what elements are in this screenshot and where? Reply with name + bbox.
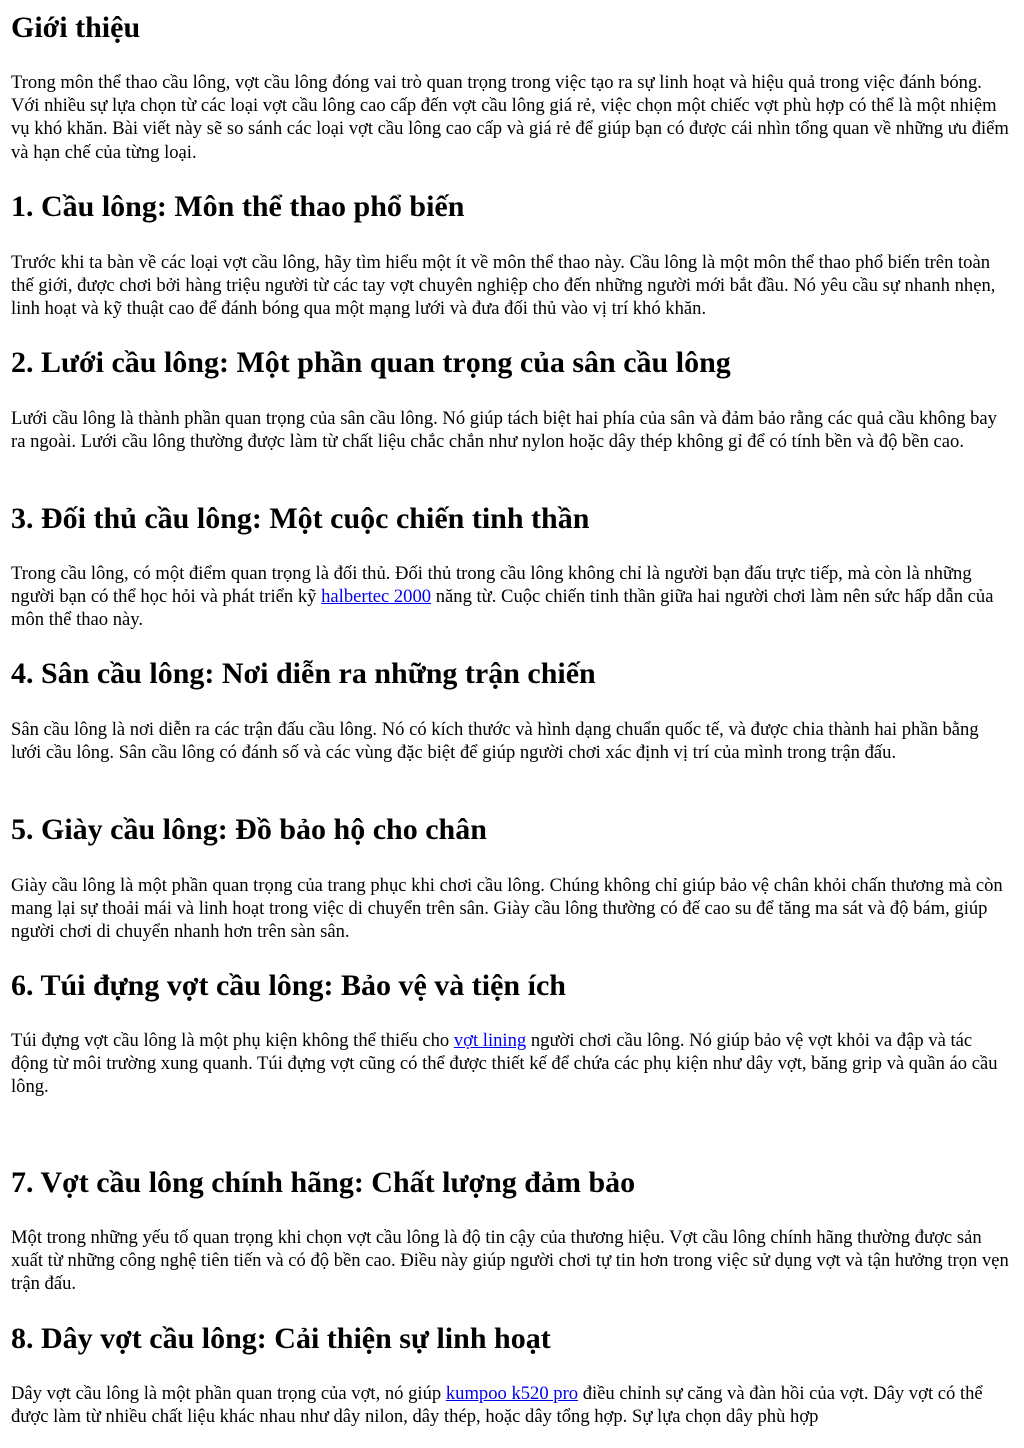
section-paragraph-7: Một trong những yếu tố quan trọng khi chọn vợt cầu lông là độ tin cậy của thương hiệu. Vợt cầu lông chính hãng thường được sản xuất từ những công nghệ tiên tiến và có độ bền cao. Điều này giúp người chơi tự tin hơn trong việc sử dụng vợt và tận hưởng trọn vẹn trận đấu. [11,1227,1009,1295]
link-kumpoo-k520-pro[interactable]: kumpoo k520 pro [445,1383,579,1404]
section-paragraph-1: Trước khi ta bàn về các loại vợt cầu lông, hãy tìm hiểu một ít về môn thể thao này. Cầu lông là một môn thể thao phổ biến trên toàn thế giới, được chơi bởi hàng triệu người từ các tay vợt chuyên nghiệp cho đến những người mới bắt đầu. Nó yêu cầu sự nhanh nhẹn, linh hoạt và kỹ thuật cao để đánh bóng qua một mạng lưới và đưa đối thủ vào vị trí khó khăn. [11,252,996,320]
section-paragraph-8 [11,1382,1013,1428]
section-heading-6: 6. Túi đựng vợt cầu lông: Bảo vệ và tiện ích [11,969,566,1002]
paragraph-text: năng từ. Cuộc chiến tinh thần giữa hai người chơi làm nên sức hấp dẫn của môn thể thao này. [11,586,994,631]
intro-paragraph: Trong môn thể thao cầu lông, vợt cầu lông đóng vai trò quan trọng trong việc tạo ra sự linh hoạt và hiệu quả trong việc đánh bóng. Với nhiều sự lựa chọn từ các loại vợt cầu lông cao cấp đến vợt cầu lông giá rẻ, việc chọn một chiếc vợt phù hợp có thể là một nhiệm vụ khó khăn. Bài viết này sẽ so sánh các loại vợt cầu lông cao cấp và giá rẻ để giúp bạn có được cái nhìn tổng quan về những ưu điểm và hạn chế của từng loại. [11,72,1009,163]
section-heading-8: 8. Dây vợt cầu lông: Cải thiện sự linh hoạt [11,1322,551,1355]
paragraph-text: Dây vợt cầu lông là một phần quan trọng của vợt, nó giúp [11,1383,446,1404]
paragraph-text: Trong cầu lông, có một điểm quan trọng là đối thủ. Đối thủ trong cầu lông không chỉ là người bạn đấu trực tiếp, mà còn là những người bạn có thể học hỏi và phát triển kỹ [11,563,972,608]
section-paragraph-5: Giày cầu lông là một phần quan trọng của trang phục khi chơi cầu lông. Chúng không chỉ giúp bảo vệ chân khỏi chấn thương mà còn mang lại sự thoải mái và linh hoạt trong việc di chuyển trên sân. Giày cầu lông thường có đế cao su để tăng ma sát và độ bám, giúp người chơi di chuyển nhanh hơn trên sàn sân. [11,875,1003,943]
link-halbertec-2000[interactable]: halbertec 2000 [321,586,432,608]
section-heading-5: 5. Giày cầu lông: Đồ bảo hộ cho chân [11,813,487,846]
page-title: Giới thiệu [11,11,141,44]
section-heading-3: 3. Đối thủ cầu lông: Một cuộc chiến tinh thần [11,502,590,535]
paragraph-text: Túi đựng vợt cầu lông là một phụ kiện không thể thiếu cho [11,1030,454,1051]
section-heading-2: 2. Lưới cầu lông: Một phần quan trọng của sân cầu lông [11,346,731,379]
link-vot-lining[interactable]: vợt lining [453,1030,527,1051]
section-paragraph-6 [11,1029,1013,1099]
section-heading-4: 4. Sân cầu lông: Nơi diễn ra những trận chiến [11,657,596,690]
section-paragraph-3 [11,562,1013,632]
section-paragraph-2: Lưới cầu lông là thành phần quan trọng của sân cầu lông. Nó giúp tách biệt hai phía của sân và đảm bảo rằng các quả cầu không bay ra ngoài. Lưới cầu lông thường được làm từ chất liệu chắc chắn như nylon hoặc dây thép không gỉ để có tính bền và độ bền cao. [11,408,997,453]
section-heading-1: 1. Cầu lông: Môn thể thao phổ biến [11,190,465,223]
section-paragraph-4: Sân cầu lông là nơi diễn ra các trận đấu cầu lông. Nó có kích thước và hình dạng chuẩn quốc tế, và được chia thành hai phần bằng lưới cầu lông. Sân cầu lông có đánh số và các vùng đặc biệt để giúp người chơi xác định vị trí của mình trong trận đấu. [11,719,979,764]
section-heading-7: 7. Vợt cầu lông chính hãng: Chất lượng đảm bảo [11,1166,636,1199]
paragraph-text: điều chỉnh sự căng và đàn hồi của vợt. Dây vợt có thể được làm từ nhiều chất liệu khác nhau như dây nilon, dây thép, hoặc dây tổng hợp. Sự lựa chọn dây phù hợp [11,1383,983,1428]
paragraph-text: người chơi cầu lông. Nó giúp bảo vệ vợt khỏi va đập và tác động từ môi trường xung quanh. Túi đựng vợt cũng có thể được thiết kế để chứa các phụ kiện như dây vợt, băng grip và quần áo cầu lông. [11,1030,998,1098]
